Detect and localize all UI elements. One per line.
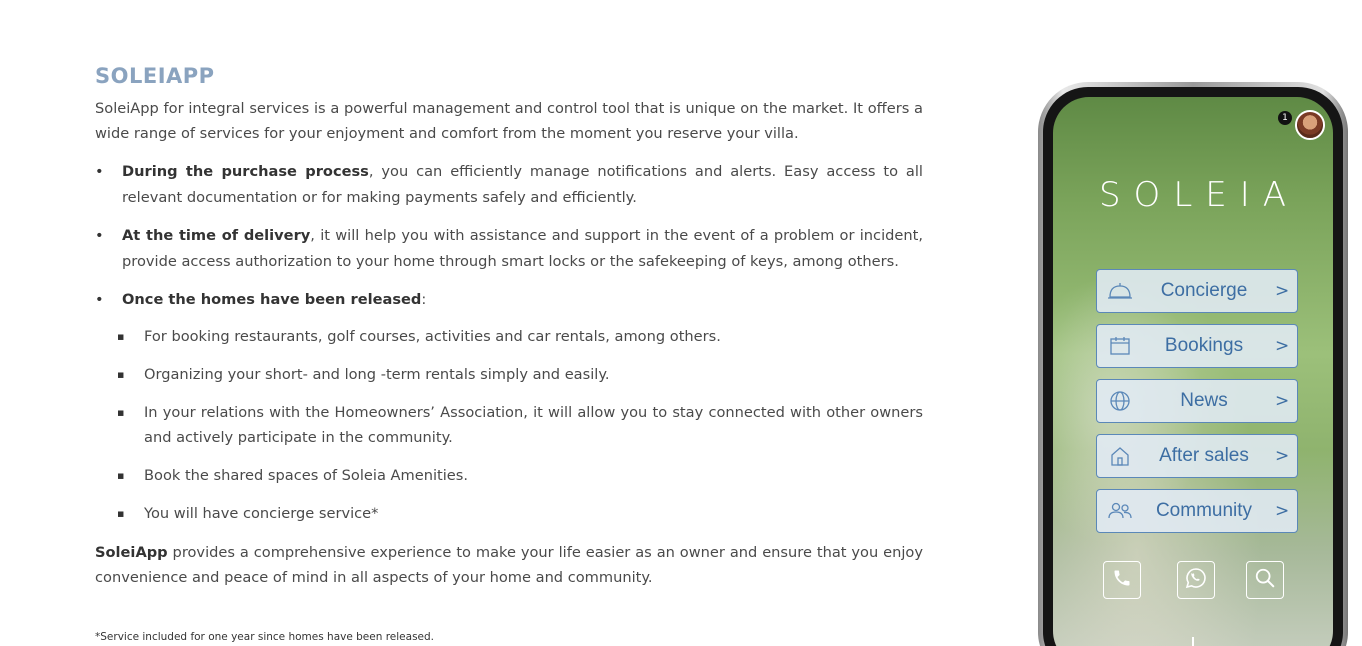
menu-label: News (1180, 390, 1228, 411)
soleia-logo: SOLEIA (1098, 175, 1300, 215)
released-services-list (95, 324, 923, 527)
list-item (95, 159, 923, 210)
people-icon (1107, 498, 1133, 524)
menu-label: Bookings (1164, 335, 1244, 356)
menu-label: After sales (1159, 445, 1249, 466)
list-item (95, 223, 923, 274)
closing-text: provides a comprehensive experience to make your life easier as an owner and ensure that you enjoy convenience and peace of mind in all aspects of your home and community. (95, 543, 923, 586)
bullet-strong: During the purchase process (122, 163, 369, 180)
chevron-right-icon: > (1275, 281, 1290, 301)
after-sales-button[interactable] (1096, 434, 1298, 478)
bell-icon (1107, 278, 1133, 304)
avatar[interactable] (1295, 110, 1325, 140)
chevron-right-icon: > (1275, 501, 1290, 521)
globe-icon (1107, 388, 1133, 414)
chevron-right-icon: > (1275, 391, 1290, 411)
list-item: ▪ For booking restaurants, golf courses, activities and car rentals, among others. (95, 324, 923, 350)
menu-label: Concierge (1160, 280, 1248, 301)
home-indicator (1192, 637, 1194, 646)
phone-mockup (1038, 82, 1348, 646)
concierge-button[interactable] (1096, 269, 1298, 313)
feature-list (95, 159, 923, 313)
search-button[interactable] (1246, 561, 1284, 599)
phone-icon (1112, 568, 1132, 592)
closing-paragraph (95, 540, 923, 590)
bullet-text: : (421, 291, 427, 308)
list-item: ▪ Organizing your short- and long -term rentals simply and easily. (95, 362, 923, 388)
phone-bezel (1043, 87, 1343, 646)
article (95, 64, 923, 590)
whatsapp-button[interactable] (1177, 561, 1215, 599)
search-icon (1254, 567, 1276, 593)
chevron-right-icon: > (1275, 446, 1290, 466)
bullet-strong: Once the homes have been released (122, 291, 422, 308)
community-button[interactable] (1096, 489, 1298, 533)
whatsapp-icon (1184, 566, 1208, 594)
notification-badge: 1 (1278, 111, 1292, 125)
news-button[interactable] (1096, 379, 1298, 423)
footnote: *Service included for one year since homes have been released. (95, 631, 435, 643)
home-icon (1107, 443, 1133, 469)
phone-screen (1053, 97, 1333, 646)
bullet-text: , it will help you with assistance and support in the event of a problem or incident, provide access authorization to your home through smart locks or the safekeeping of keys, among others. (122, 227, 923, 270)
closing-strong: SoleiApp (95, 543, 168, 561)
bullet-strong: At the time of delivery (122, 227, 311, 244)
page-title: SOLEIAPP (95, 64, 215, 88)
menu-label: Community (1155, 500, 1253, 521)
calendar-icon (1107, 333, 1133, 359)
list-item (95, 287, 923, 313)
chevron-right-icon: > (1275, 336, 1290, 356)
list-item: ▪ In your relations with the Homeowners’ Association, it will allow you to stay connected with other owners and actively participate in the community. (95, 400, 923, 451)
bookings-button[interactable] (1096, 324, 1298, 368)
list-item: ▪ You will have concierge service* (95, 501, 923, 527)
phone-call-button[interactable] (1103, 561, 1141, 599)
list-item: ▪ Book the shared spaces of Soleia Amenities. (95, 463, 923, 489)
bullet-text: , you can efficiently manage notifications and alerts. Easy access to all relevant documentation or for making payments safely and efficiently. (122, 163, 923, 206)
intro-paragraph: SoleiApp for integral services is a powerful management and control tool that is unique on the market. It offers a wide range of services for your enjoyment and comfort from the moment you reserve your villa. (95, 100, 923, 142)
